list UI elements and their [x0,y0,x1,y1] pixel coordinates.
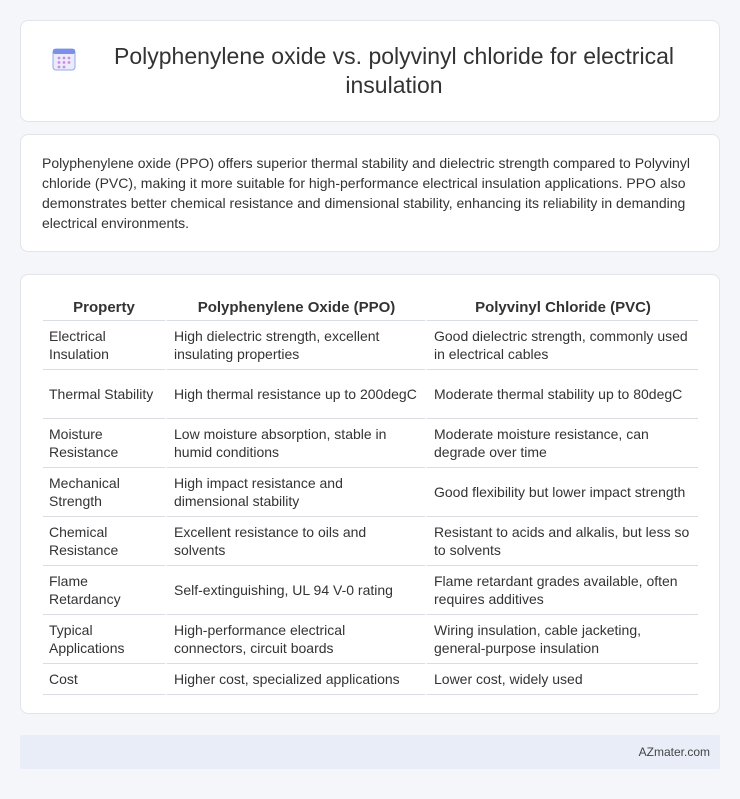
header-pvc: Polyvinyl Chloride (PVC) [425,295,698,321]
pvc-cell: Resistant to acids and alkalis, but less so to solvents [425,517,698,566]
pvc-cell: Wiring insulation, cable jacketing, general-purpose insulation [425,615,698,664]
property-cell: Chemical Resistance [43,517,165,566]
header-ppo: Polyphenylene Oxide (PPO) [165,295,425,321]
table-row [43,664,698,695]
title-card [20,20,720,122]
table-row [43,517,698,566]
pvc-cell: Good flexibility but lower impact strength [425,468,698,517]
property-cell: Typical Applications [43,615,165,664]
property-cell: Cost [43,664,165,695]
table-row [43,566,698,615]
pvc-cell: Good dielectric strength, commonly used in electrical cables [425,321,698,370]
property-cell: Flame Retardancy [43,566,165,615]
table-row [43,468,698,517]
table-row [43,370,698,419]
pvc-cell: Flame retardant grades available, often requires additives [425,566,698,615]
comparison-card [20,274,720,714]
footer-brand[interactable]: AZmater.com [638,745,710,759]
property-cell: Electrical Insulation [43,321,165,370]
ppo-cell: High-performance electrical connectors, circuit boards [165,615,425,664]
page-title: Polyphenylene oxide vs. polyvinyl chloride for electrical insulation [114,43,674,98]
table-row [43,321,698,370]
pvc-cell: Lower cost, widely used [425,664,698,695]
pvc-cell: Moderate moisture resistance, can degrade over time [425,419,698,468]
ppo-cell: Excellent resistance to oils and solvents [165,517,425,566]
pvc-cell: Moderate thermal stability up to 80degC [425,370,698,419]
comparison-table [43,295,698,695]
ppo-cell: Low moisture absorption, stable in humid conditions [165,419,425,468]
title-wrap [51,42,689,100]
intro-card [20,134,720,252]
table-row [43,615,698,664]
ppo-cell: High thermal resistance up to 200degC [165,370,425,419]
property-cell: Mechanical Strength [43,468,165,517]
ppo-cell: High dielectric strength, excellent insulating properties [165,321,425,370]
document-icon [51,46,77,72]
table-row [43,419,698,468]
ppo-cell: Higher cost, specialized applications [165,664,425,695]
ppo-cell: Self-extinguishing, UL 94 V-0 rating [165,566,425,615]
header-property: Property [43,295,165,321]
intro-paragraph: Polyphenylene oxide (PPO) offers superior thermal stability and dielectric strength compared to Polyvinyl chloride (PVC), making it more suitable for high-performance electrical insulation applications. PPO also demonstrates better chemical resistance and dimensional stability, enhancing its reliability in demanding electrical environments. [42,155,690,231]
property-cell: Moisture Resistance [43,419,165,468]
table-header-row [43,295,698,321]
footer-bar [20,735,720,769]
ppo-cell: High impact resistance and dimensional stability [165,468,425,517]
property-cell: Thermal Stability [43,370,165,419]
